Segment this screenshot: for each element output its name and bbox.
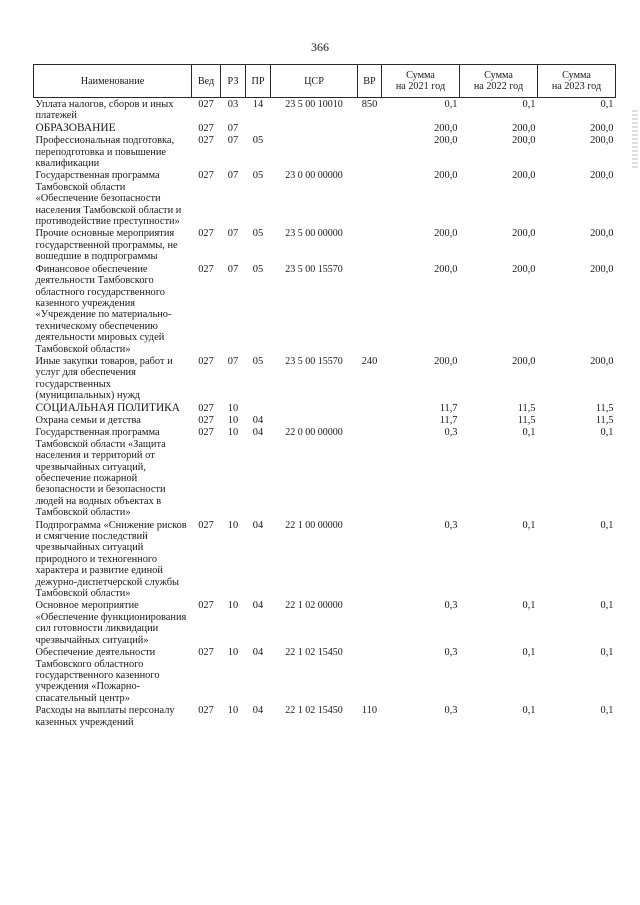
cell-rz: 07 (227, 170, 239, 182)
cell-pr: 05 (252, 135, 264, 147)
header-rz: РЗ (221, 65, 246, 98)
cell-sum-2023: 11,5 (595, 402, 614, 414)
cell-name: Государственная программа Тамбовской области «Обеспечение безопасности населения Тамбовской области и противодействие преступности» (35, 170, 182, 228)
cell-csr: 22 1 00 00000 (285, 519, 343, 531)
cell-name: Прочие основные мероприятия государственной программы, не вошедшие в подпрограммы (35, 228, 178, 263)
cell-pr: 04 (252, 705, 264, 717)
cell-vr (358, 122, 382, 134)
cell-pr (246, 122, 271, 134)
cell-csr: 23 0 00 00000 (285, 170, 343, 182)
cell-ved: 027 (198, 122, 214, 134)
cell-sum-2022: 200,0 (512, 122, 536, 134)
cell-pr: 05 (252, 263, 264, 275)
cell-pr: 04 (252, 519, 264, 531)
cell-rz: 10 (227, 402, 239, 414)
cell-name: Расходы на выплаты персоналу казенных учреждений (35, 705, 175, 728)
cell-sum-2023: 0,1 (600, 705, 614, 717)
cell-pr: 04 (252, 647, 264, 659)
cell-csr: 23 5 00 00000 (285, 228, 343, 240)
cell-sum-2023: 11,5 (595, 414, 614, 426)
table-row (34, 414, 616, 426)
page-number: 366 (311, 40, 329, 54)
cell-vr (358, 402, 382, 414)
cell-rz: 07 (227, 263, 239, 275)
scan-margin-mark (632, 110, 638, 170)
cell-sum-2023: 200,0 (590, 122, 614, 134)
cell-ved: 027 (198, 414, 214, 426)
cell-sum-2023: 200,0 (590, 170, 614, 182)
cell-sum-2023: 0,1 (600, 600, 614, 612)
cell-sum-2022: 0,1 (522, 705, 536, 717)
cell-csr: 22 1 02 15450 (285, 647, 343, 659)
cell-ved: 027 (198, 519, 214, 531)
cell-sum-2021: 0,3 (444, 519, 458, 531)
cell-sum-2021: 200,0 (434, 135, 458, 147)
cell-vr: 850 (361, 99, 378, 110)
cell-rz: 07 (227, 135, 239, 147)
cell-sum-2022: 200,0 (512, 228, 536, 240)
table-row (34, 227, 616, 262)
cell-sum-2023: 0,1 (600, 427, 614, 439)
header-sum-2022 (460, 65, 538, 98)
table-row (34, 599, 616, 646)
cell-sum-2022: 200,0 (512, 135, 536, 147)
cell-name: Основное мероприятие «Обеспечение функционирования сил готовности ликвидации чрезвычайных ситуаций» (35, 600, 187, 646)
cell-sum-2021: 0,3 (444, 647, 458, 659)
cell-ved: 027 (198, 228, 214, 240)
cell-name: Профессиональная подготовка, переподготовка и повышение квалификации (35, 135, 175, 170)
cell-sum-2022: 0,1 (522, 600, 536, 612)
cell-vr (358, 263, 382, 355)
table-row (34, 646, 616, 704)
cell-pr: 04 (252, 600, 264, 612)
cell-vr (358, 599, 382, 646)
table-row (34, 426, 616, 518)
cell-sum-2023: 0,1 (600, 519, 614, 531)
header-sum-2021-line1: Сумма (406, 70, 435, 81)
cell-csr: 23 5 00 10010 (285, 99, 343, 110)
cell-csr (271, 122, 358, 134)
cell-pr (246, 402, 271, 414)
cell-vr: 110 (361, 705, 378, 717)
header-sum-2023 (538, 65, 616, 98)
cell-sum-2022: 0,1 (522, 519, 536, 531)
cell-name: Подпрограмма «Снижение рисков и смягчение последствий чрезвычайных ситуаций природного и техногенного характера и развитие единой дежурно-диспетчерской службы Тамбовской области» (35, 519, 187, 600)
cell-vr (358, 426, 382, 518)
cell-name: ОБРАЗОВАНИЕ (35, 121, 116, 134)
cell-csr: 22 1 02 00000 (285, 600, 343, 612)
header-pr: ПР (246, 65, 271, 98)
cell-csr (271, 134, 358, 169)
cell-sum-2021: 200,0 (434, 170, 458, 182)
cell-rz: 10 (227, 705, 239, 717)
cell-csr (271, 402, 358, 414)
cell-vr (358, 519, 382, 600)
cell-pr: 05 (252, 228, 264, 240)
cell-sum-2021: 11,7 (439, 402, 458, 414)
cell-sum-2021: 0,3 (444, 600, 458, 612)
table-body (34, 98, 616, 728)
header-sum-2022-line1: Сумма (484, 70, 513, 81)
cell-sum-2021: 200,0 (434, 263, 458, 275)
table-row (34, 122, 616, 134)
cell-ved: 027 (198, 647, 214, 659)
cell-name: Финансовое обеспечение деятельности Тамбовского областного государственного казенного учреждения «Учреждение по материально-техническому обеспечению деятельности мировых судей Тамбовской области» (35, 263, 172, 355)
cell-ved: 027 (198, 427, 214, 439)
cell-name: СОЦИАЛЬНАЯ ПОЛИТИКА (35, 401, 181, 414)
cell-sum-2022: 200,0 (512, 355, 536, 367)
cell-sum-2022: 0,1 (522, 647, 536, 659)
table-row (34, 402, 616, 414)
cell-ved: 027 (198, 402, 214, 414)
header-ved: Вед (192, 65, 221, 98)
cell-rz: 10 (227, 600, 239, 612)
cell-vr (358, 169, 382, 227)
cell-vr (358, 134, 382, 169)
cell-sum-2022: 11,5 (517, 414, 536, 426)
cell-sum-2021: 200,0 (434, 122, 458, 134)
cell-name: Уплата налогов, сборов и иных платежей (35, 99, 174, 122)
header-name: Наименование (34, 65, 192, 98)
cell-rz: 10 (227, 414, 239, 426)
header-sum-2021 (382, 65, 460, 98)
cell-sum-2021: 200,0 (434, 355, 458, 367)
cell-sum-2021: 0,3 (444, 705, 458, 717)
cell-sum-2022: 11,5 (517, 402, 536, 414)
table-row (34, 519, 616, 600)
header-sum-2023-line2: на 2023 год (551, 81, 602, 92)
cell-sum-2021: 200,0 (434, 228, 458, 240)
cell-sum-2023: 200,0 (590, 228, 614, 240)
cell-rz: 10 (227, 519, 239, 531)
cell-sum-2023: 200,0 (590, 355, 614, 367)
cell-pr: 14 (252, 99, 264, 110)
budget-table (33, 64, 616, 728)
cell-vr (358, 227, 382, 262)
table-header-row (34, 65, 616, 98)
table-row (34, 98, 616, 122)
cell-rz: 10 (227, 427, 239, 439)
cell-csr: 23 5 00 15570 (285, 263, 343, 275)
cell-rz: 03 (227, 99, 239, 110)
table-row (34, 263, 616, 355)
cell-csr (271, 414, 358, 426)
cell-sum-2023: 200,0 (590, 135, 614, 147)
cell-ved: 027 (198, 135, 214, 147)
cell-sum-2022: 0,1 (522, 427, 536, 439)
cell-name: Государственная программа Тамбовской области «Защита населения и территорий от чрезвычайных ситуаций, обеспечение пожарной безопасности и безопасности людей на водных объектах в Тамбовской области» (35, 427, 166, 519)
cell-rz: 07 (227, 122, 239, 134)
cell-sum-2023: 200,0 (590, 263, 614, 275)
cell-ved: 027 (198, 263, 214, 275)
cell-sum-2023: 0,1 (600, 99, 614, 110)
cell-rz: 07 (227, 355, 239, 367)
cell-sum-2021: 0,3 (444, 427, 458, 439)
cell-pr: 04 (252, 427, 264, 439)
cell-vr: 240 (361, 355, 378, 367)
table-row (34, 355, 616, 402)
header-vr: ВР (358, 65, 382, 98)
cell-pr: 04 (252, 414, 264, 426)
cell-sum-2022: 0,1 (522, 99, 536, 110)
cell-name: Иные закупки товаров, работ и услуг для обеспечения государственных (муниципальных) нужд (35, 355, 173, 402)
cell-pr: 05 (252, 355, 264, 367)
header-sum-2023-line1: Сумма (562, 70, 591, 81)
cell-ved: 027 (198, 170, 214, 182)
cell-csr: 22 0 00 00000 (285, 427, 343, 439)
cell-csr: 23 5 00 15570 (285, 355, 343, 367)
cell-sum-2021: 0,1 (444, 99, 458, 110)
cell-vr (358, 646, 382, 704)
cell-ved: 027 (198, 705, 214, 717)
cell-rz: 10 (227, 647, 239, 659)
cell-ved: 027 (198, 99, 214, 110)
cell-pr: 05 (252, 170, 264, 182)
cell-sum-2021: 11,7 (439, 414, 458, 426)
header-csr: ЦСР (271, 65, 358, 98)
cell-vr (358, 414, 382, 426)
cell-sum-2022: 200,0 (512, 170, 536, 182)
cell-name: Охрана семьи и детства (35, 414, 141, 426)
cell-sum-2022: 200,0 (512, 263, 536, 275)
cell-name: Обеспечение деятельности Тамбовского областного государственного казенного учреждения «Пожарно-спасательный центр» (35, 647, 160, 704)
table-row (34, 704, 616, 728)
cell-rz: 07 (227, 228, 239, 240)
cell-ved: 027 (198, 355, 214, 367)
table-row (34, 134, 616, 169)
cell-sum-2023: 0,1 (600, 647, 614, 659)
cell-ved: 027 (198, 600, 214, 612)
header-sum-2021-line2: на 2021 год (395, 81, 446, 92)
cell-csr: 22 1 02 15450 (285, 705, 343, 717)
header-sum-2022-line2: на 2022 год (473, 81, 524, 92)
table-row (34, 169, 616, 227)
